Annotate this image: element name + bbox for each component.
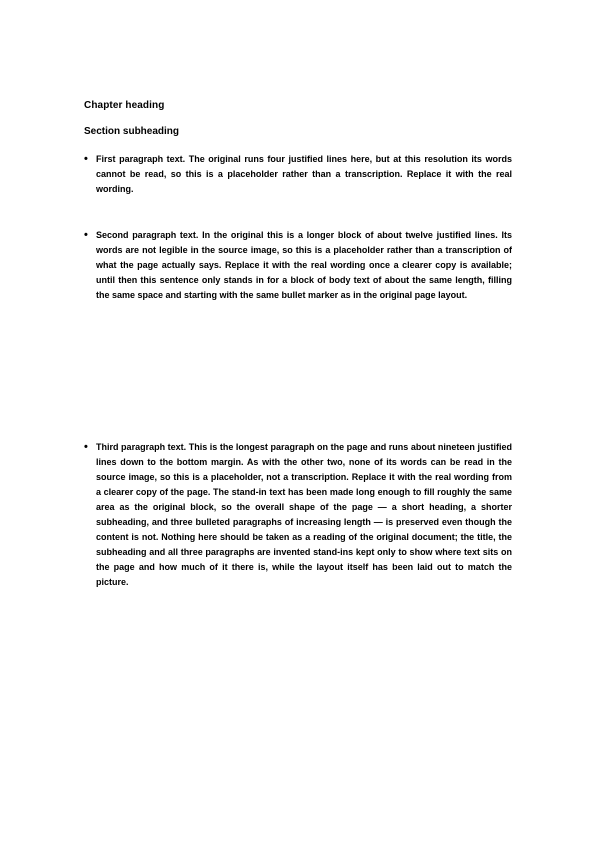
bullet-icon: • bbox=[84, 229, 88, 241]
paragraph-text: Third paragraph text. This is the longest paragraph on the page and runs about nineteen justified lines down to the bottom margin. As with the other two, none of its words can be read in the source image, so this is a placeholder, not a transcription. Replace it with the real wording from a clearer copy of the page. The stand-in text has been made long enough to fill roughly the same area as the original block, so the overall shape of the page — a short heading, a shorter subheading, and three bulleted paragraphs of increasing length — is preserved even though the content is not. Nothing here should be taken as a reading of the original document; the title, the subheading and all three paragraphs are invented stand-ins kept only to show where text sits on the page and how much of it there is, while the layout itself has been laid out to match the picture. bbox=[96, 442, 512, 587]
list-item bbox=[84, 152, 512, 212]
document-subtitle: Section subheading bbox=[84, 126, 180, 137]
document-title: Chapter heading bbox=[84, 100, 165, 111]
paragraph-text: Second paragraph text. In the original this is a longer block of about twelve justified lines. Its words are not legible in the source image, so this is a placeholder rather than a transcription of what the page actually says. Replace it with the real wording once a clearer copy is available; until then this sentence only stands in for a block of body text of about the same length, filling the same space and starting with the same bullet marker as in the original page layout. bbox=[96, 230, 512, 300]
bullet-icon: • bbox=[84, 153, 88, 165]
bullet-icon: • bbox=[84, 441, 88, 453]
paragraph-text: First paragraph text. The original runs four justified lines here, but at this resolution its words cannot be read, so this is a placeholder rather than a transcription. Replace it with the real wording. bbox=[96, 154, 512, 194]
list-item bbox=[84, 228, 512, 408]
list-item bbox=[84, 440, 512, 740]
